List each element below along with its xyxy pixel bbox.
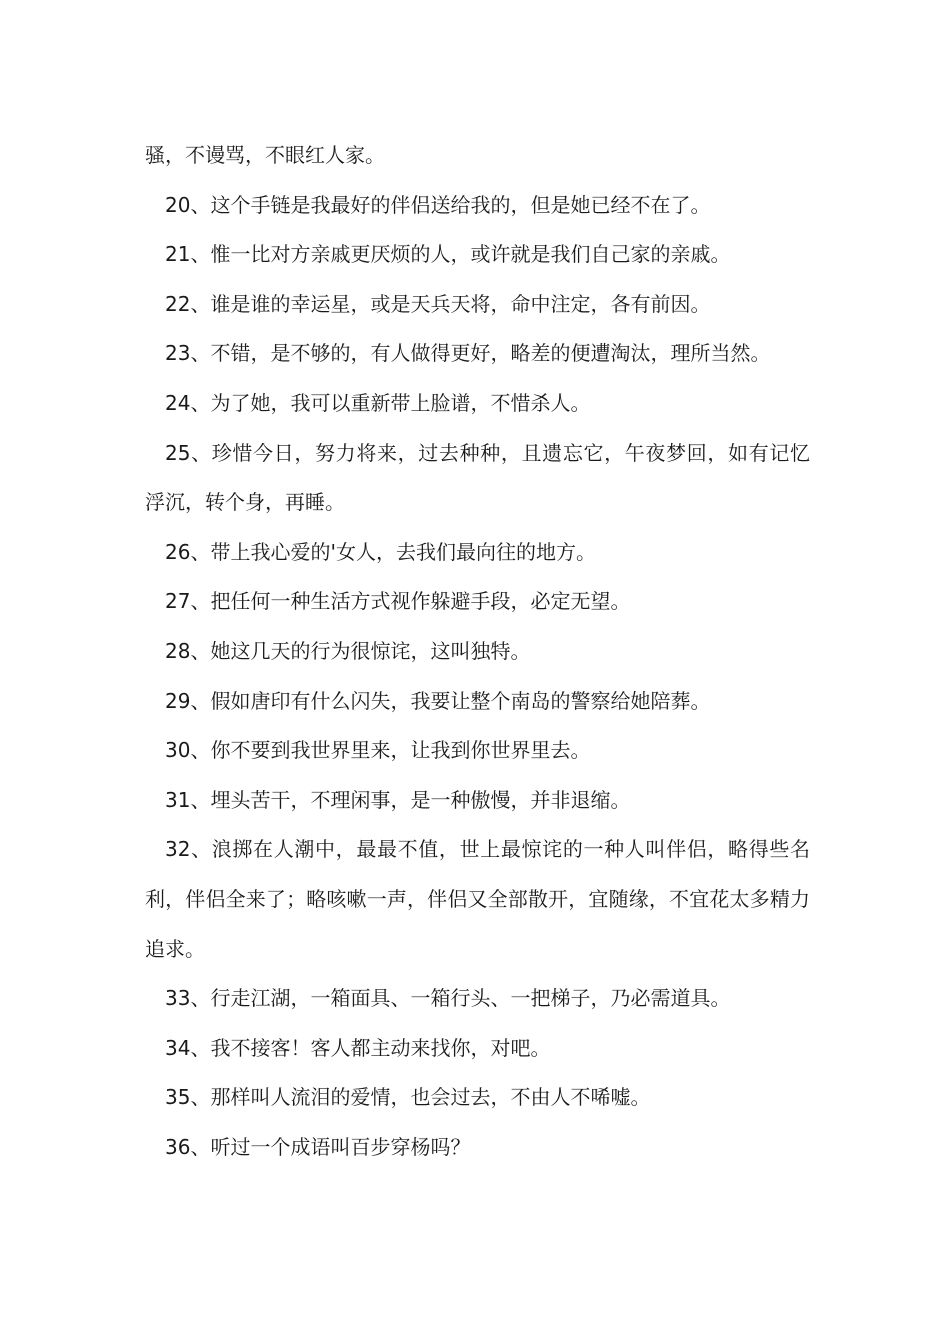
paragraph-21: 21、惟一比对方亲戚更厌烦的人，或许就是我们自己家的亲戚。 bbox=[165, 242, 731, 267]
body-text bbox=[145, 131, 810, 1172]
paragraph-20: 20、这个手链是我最好的伴侣送给我的，但是她已经不在了。 bbox=[165, 192, 711, 217]
paragraph-continuation: 骚，不谩骂，不眼红人家。 bbox=[145, 143, 385, 167]
paragraph-23: 23、不错，是不够的，有人做得更好，略差的便遭淘汰，理所当然。 bbox=[165, 341, 771, 366]
paragraph-36: 36、听过一个成语叫百步穿杨吗？ bbox=[165, 1134, 471, 1159]
paragraph-28: 28、她这几天的行为很惊诧，这叫独特。 bbox=[165, 638, 531, 663]
paragraph-27: 27、把任何一种生活方式视作躲避手段，必定无望。 bbox=[165, 589, 631, 614]
paragraph-34: 34、我不接客！客人都主动来找你，对吧。 bbox=[165, 1035, 551, 1060]
paragraph-29: 29、假如唐印有什么闪失，我要让整个南岛的警察给她陪葬。 bbox=[165, 688, 711, 713]
paragraph-26: 26、带上我心爱的'女人，去我们最向往的地方。 bbox=[165, 539, 596, 564]
paragraph-33: 33、行走江湖，一箱面具、一箱行头、一把梯子，乃必需道具。 bbox=[165, 986, 731, 1011]
paragraph-31: 31、埋头苦干，不理闲事，是一种傲慢，并非退缩。 bbox=[165, 787, 631, 812]
paragraph-35: 35、那样叫人流泪的爱情，也会过去，不由人不唏嘘。 bbox=[165, 1085, 651, 1110]
paragraph-25: 25、珍惜今日，努力将来，过去种种，且遗忘它，午夜梦回，如有记忆浮沉，转个身，再睡。 bbox=[145, 440, 810, 515]
paragraph-22: 22、谁是谁的幸运星，或是天兵天将，命中注定，各有前因。 bbox=[165, 291, 711, 316]
paragraph-32: 32、浪掷在人潮中，最最不值，世上最惊诧的一种人叫伴侣，略得些名利，伴侣全来了；略咳嗽一声，伴侣又全部散开，宜随缘，不宜花太多精力追求。 bbox=[145, 837, 810, 961]
paragraph-24: 24、为了她，我可以重新带上脸谱，不惜杀人。 bbox=[165, 390, 591, 415]
paragraph-30: 30、你不要到我世界里来，让我到你世界里去。 bbox=[165, 738, 591, 763]
